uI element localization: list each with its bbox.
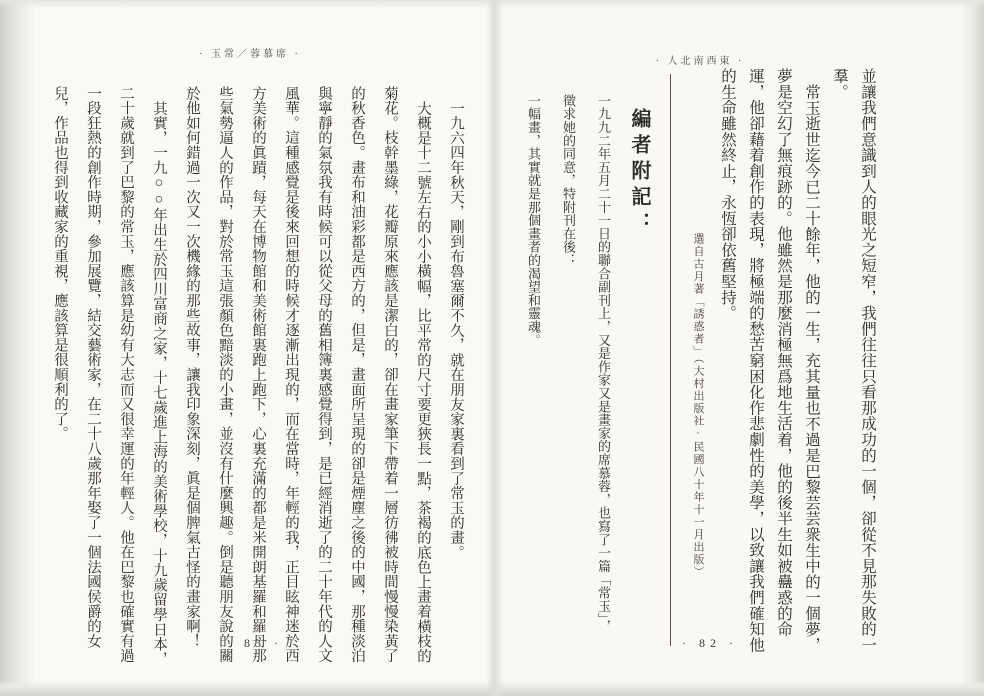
editor-note-heading: 編者附記： xyxy=(628,108,650,238)
running-head-right: · 人北南西東 · xyxy=(655,56,745,67)
body-paragraph: 其實，一九○○年出生於四川富商之家，十七歲進上海的美術學校，十九歲留學日本，二十歲就到了巴黎的常玉，應該算是幼有大志而又很幸運的年輕人。他在巴黎也確實有過一段狂熱的創作時期，參加展覽，結交藝術家，在二十八歲那年娶了一個法國侯爵的女兒，作品也得到收藏家的重視，應該算是很順利的了。 xyxy=(52,86,167,666)
body-paragraph: 並讓我們意識到人的眼光之短窄，我們往往只看那成功的一個，卻從不見那失敗的一羣。 xyxy=(831,68,876,653)
body-paragraph: 一九六四年秋天，剛到布魯塞爾不久，就在朋友家裏看到了常玉的畫。 xyxy=(448,100,464,560)
scan-edge-left xyxy=(0,0,34,696)
page-number-right: · 82 · xyxy=(682,636,738,650)
editor-note xyxy=(516,68,656,656)
note-paragraph: 徵求她的同意，特附刊在後： xyxy=(561,94,576,267)
right-page-body-text xyxy=(521,68,881,656)
page-number-left: · 83 · xyxy=(227,636,283,650)
scan-edge-right xyxy=(962,0,984,696)
spine-gutter-shadow xyxy=(487,0,503,696)
note-paragraph: 一幅畫，其實就是那個畫者的渴望和靈魂。 xyxy=(526,94,541,347)
note-paragraph: 一九九二年五月二十一日的聯合副刊上，又是作家又是畫家的席慕蓉，也寫了一篇「常玉」， xyxy=(596,94,611,633)
body-paragraph: 大概是十二號左右的小小橫幅，比平常的尺寸要更狹長一點，茶褐的底色上畫着橫枝的菊花。枝幹墨綠，花瓣原來應該是潔白的，卻在畫家筆下帶着一層彷彿被時間慢慢染黃了的秋香色。畫布和油彩都是西方的，但是，畫面所呈現的卻是煙塵之後的中國，那種淡泊與寧靜的氣氛我有時候可以從父母的舊相簿裏感覺得到，是已經消逝了的二十年代的人文風華。這種感覺是後來回想的時候才逐漸出現的，而在當時，年輕的我，正目眩神迷於西方美術的眞蹟，每天在博物館和美術館裏跑上跑下，心裏充滿的都是米開朗基羅和羅丹那些氣勢逼人的作品，對於常玉這張顏色黯淡的小畫，並沒有什麼興趣。倒是聽朋友說的關於他如何錯過一次又一次機緣的那些故事，讓我印象深刻，眞是個脾氣古怪的畫家啊！ xyxy=(184,86,431,664)
body-paragraph: 常玉逝世迄今已二十餘年，他的一生，充其量也不過是巴黎芸芸衆生中的一個夢，夢是空幻了無痕跡的。他雖然是那麼消極無爲地生活着，他的後半生如被蠱惑的命運，他卻藉着創作的表現，將極端的愁苦窮困化作悲劇性的美學，以致讓我們確知他的生命雖然終止，永恆卻依舊堅持。 xyxy=(719,68,820,653)
running-head-left: · 玉常／蓉慕席 · xyxy=(199,49,301,60)
editor-note-divider xyxy=(670,74,671,646)
left-page-body-text xyxy=(40,86,472,666)
source-citation: 選自古月著「誘惑者」（大村出版社·民國八十年十一月出版） xyxy=(692,233,704,579)
article-ending xyxy=(683,68,881,656)
